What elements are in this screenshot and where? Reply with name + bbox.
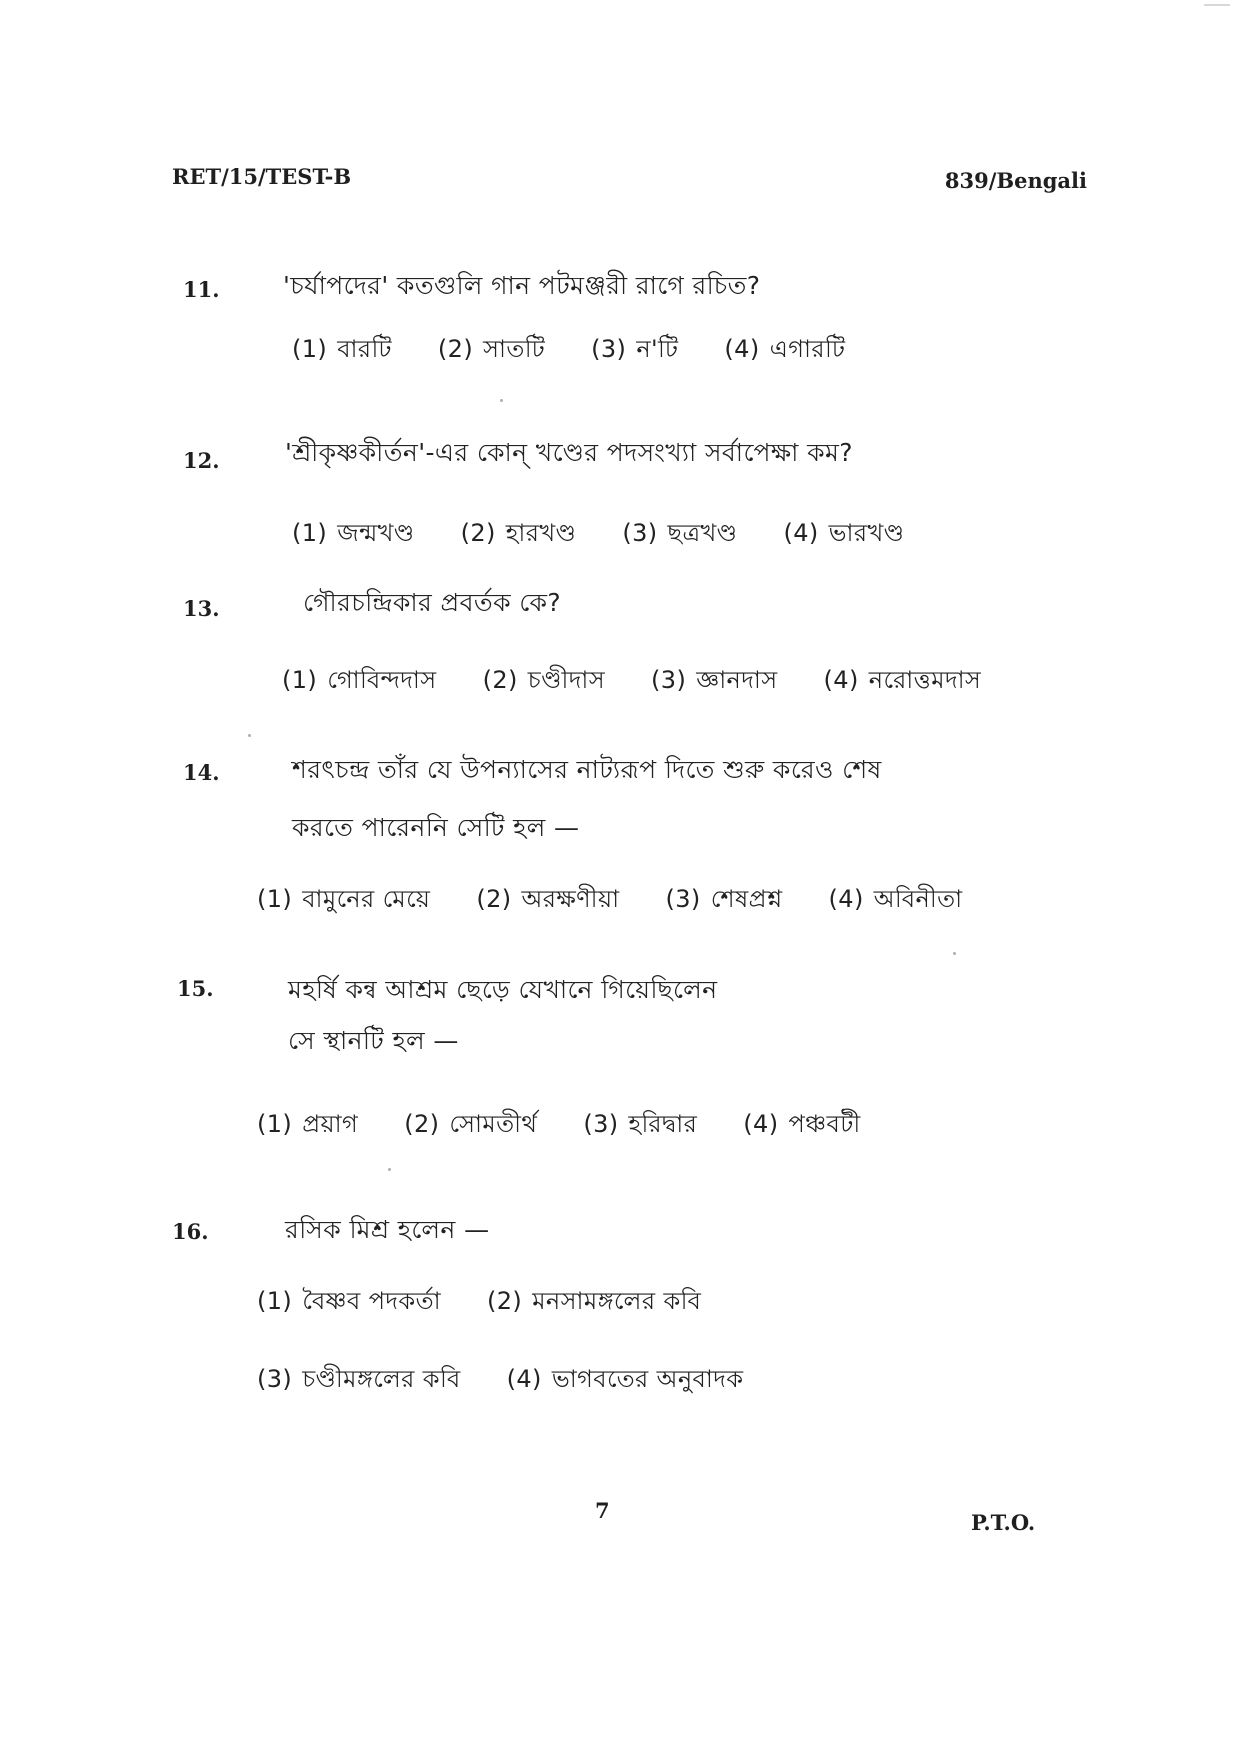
question-number: 16. xyxy=(172,1219,209,1244)
question-number: 12. xyxy=(183,448,220,473)
scan-speck xyxy=(953,952,956,955)
question-text-line: করতে পারেননি সেটি হল — xyxy=(292,813,580,842)
option: (3) ন'টি xyxy=(591,335,679,363)
question-number: 14. xyxy=(183,760,220,785)
option: (4) অবিনীতা xyxy=(828,885,963,913)
subject-code: 839/Bengali xyxy=(944,168,1087,193)
scan-speck xyxy=(388,1168,391,1171)
option: (1) বামুনের মেয়ে xyxy=(257,885,431,913)
scan-speck xyxy=(500,399,503,402)
option: (2) অরক্ষণীয়া xyxy=(476,885,620,913)
option: (2) চণ্ডীদাস xyxy=(482,666,605,694)
option: (3) হরিদ্বার xyxy=(583,1110,698,1138)
question-text-line: মহর্ষি কন্ব আশ্রম ছেড়ে যেখানে গিয়েছিলেন xyxy=(288,975,718,1004)
question-text-line: সে স্থানটি হল — xyxy=(288,1026,459,1055)
option: (1) বৈষ্ণব পদকর্তা xyxy=(257,1287,441,1315)
option: (1) বারটি xyxy=(292,335,392,363)
options-row xyxy=(257,881,1001,921)
options-row xyxy=(257,1106,899,1146)
options-row xyxy=(292,515,942,555)
option: (4) নরোত্তমদাস xyxy=(823,666,982,694)
option: (4) পঞ্চবটী xyxy=(743,1110,861,1138)
option: (2) সাতটি xyxy=(437,335,546,363)
option: (4) এগারটি xyxy=(724,335,846,363)
option: (4) ভারখণ্ড xyxy=(783,519,905,547)
option: (3) জ্ঞানদাস xyxy=(651,666,778,694)
option: (2) হারখণ্ড xyxy=(460,519,577,547)
question-text-line: শরৎচন্দ্র তাঁর যে উপন্যাসের নাট্যরূপ দিতে শুরু করেও শেষ xyxy=(292,755,882,784)
option: (3) ছত্রখণ্ড xyxy=(622,519,738,547)
question-text: রসিক মিশ্র হলেন — xyxy=(285,1215,490,1244)
option: (2) সোমতীর্থ xyxy=(404,1110,538,1138)
exam-code: RET/15/TEST-B xyxy=(172,164,352,189)
option: (1) জন্মখণ্ড xyxy=(292,519,415,547)
question-text: গৌরচন্দ্রিকার প্রবর্তক কে? xyxy=(303,588,562,617)
option: (1) গোবিন্দদাস xyxy=(282,666,437,694)
options-row xyxy=(257,1283,739,1323)
options-row xyxy=(292,331,883,371)
option: (3) চণ্ডীমঙ্গলের কবি xyxy=(257,1365,461,1393)
options-row xyxy=(282,662,1019,702)
option: (4) ভাগবতের অনুবাদক xyxy=(506,1365,744,1393)
question-number: 15. xyxy=(177,976,214,1001)
question-text: 'চর্যাপদের' কতগুলি গান পটমঞ্জরী রাগে রচিত? xyxy=(283,271,761,300)
question-number: 13. xyxy=(183,596,220,621)
question-number: 11. xyxy=(183,277,220,302)
please-turn-over: P.T.O. xyxy=(971,1510,1036,1535)
question-text: 'শ্রীকৃষ্ণকীর্তন'-এর কোন্ খণ্ডের পদসংখ্যা সর্বাপেক্ষা কম? xyxy=(285,438,853,467)
scan-corner-mark xyxy=(1204,4,1230,6)
option: (1) প্রয়াগ xyxy=(257,1110,359,1138)
options-row xyxy=(257,1361,781,1401)
option: (2) মনসামঙ্গলের কবি xyxy=(487,1287,702,1315)
page-number: 7 xyxy=(595,1498,610,1523)
option: (3) শেষপ্রশ্ন xyxy=(665,885,783,913)
scan-speck xyxy=(248,734,251,737)
